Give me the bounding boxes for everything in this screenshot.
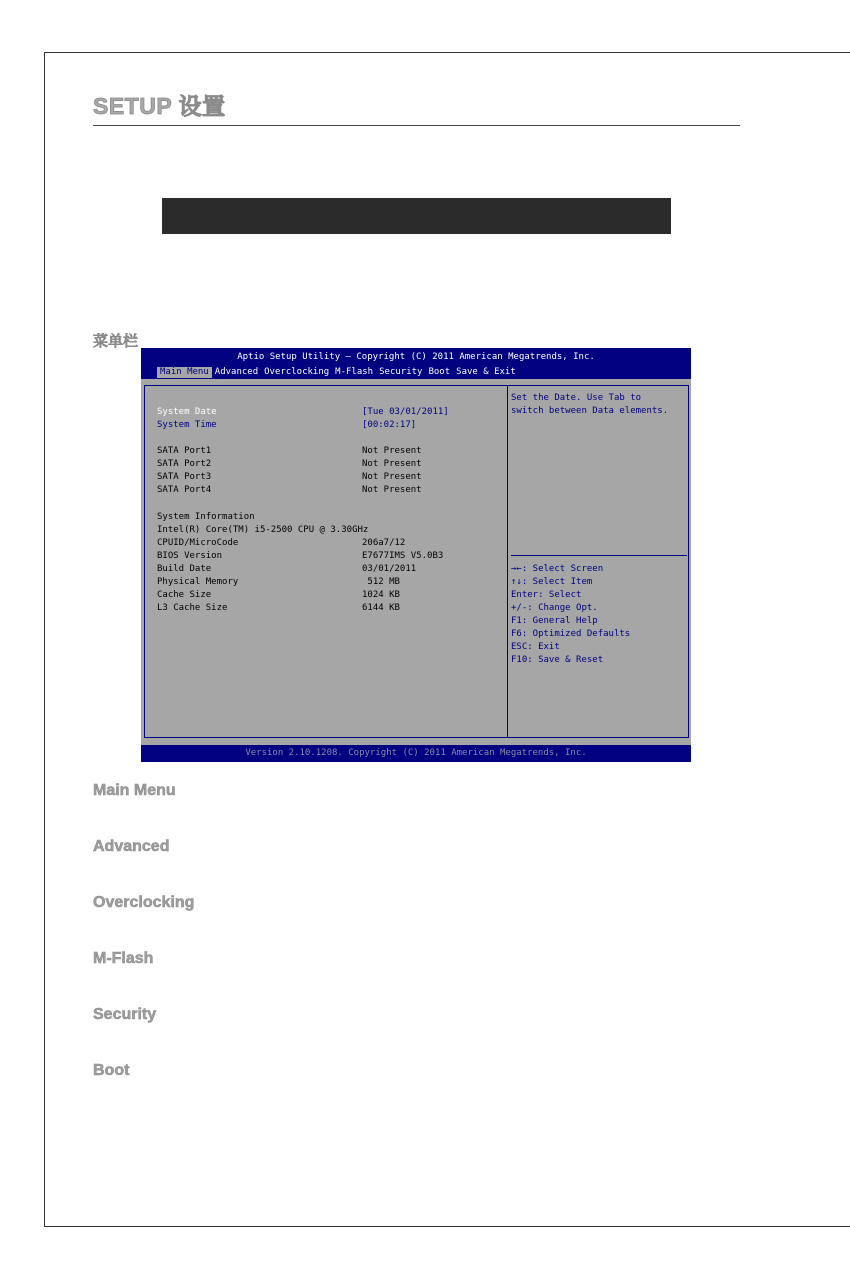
bios-row-label: Physical Memory <box>157 577 239 587</box>
bios-row-sata-port3 <box>157 471 487 483</box>
bios-row-cache-size <box>157 589 487 601</box>
bios-row-value: 03/01/2011 <box>362 564 417 574</box>
bios-tab-m-flash[interactable]: M-Flash <box>335 367 374 377</box>
bios-row-value: Not Present <box>362 485 422 495</box>
dark-banner-bar <box>162 198 671 234</box>
page-frame-left <box>44 52 45 1226</box>
bios-row-label: System Date <box>157 407 217 417</box>
system-time-value[interactable]: [00:02:17] <box>362 420 417 430</box>
bios-row-sata-port1 <box>157 445 487 457</box>
page-frame-top <box>44 52 850 53</box>
bios-row-value: E7677IMS V5.0B3 <box>362 551 444 561</box>
bios-row-sata-port2 <box>157 458 487 470</box>
bios-row-value: Not Present <box>362 472 422 482</box>
bios-tab-overclocking[interactable]: Overclocking <box>264 367 330 377</box>
heading-main-menu: Main Menu <box>93 782 176 799</box>
bios-row-label: Intel(R) Core(TM) i5-2500 CPU @ 3.30GHz <box>157 525 369 535</box>
bios-row-bios-version <box>157 550 487 562</box>
bios-header <box>141 348 691 379</box>
bios-row-label: SATA Port1 <box>157 446 212 456</box>
bios-row-label: BIOS Version <box>157 551 223 561</box>
system-date-value[interactable]: [Tue 03/01/2011] <box>362 407 449 417</box>
bios-tab-main-menu[interactable]: Main Menu <box>157 367 212 378</box>
heading-m-flash: M-Flash <box>93 950 154 967</box>
bios-row-label: SATA Port2 <box>157 459 212 469</box>
bios-tab-bar <box>157 367 519 378</box>
bios-tab-save-exit[interactable]: Save & Exit <box>456 367 516 377</box>
bios-screenshot <box>141 348 691 762</box>
bios-row-label: L3 Cache Size <box>157 603 228 613</box>
bios-row-label: Cache Size <box>157 590 212 600</box>
bios-row-label: System Information <box>157 512 255 522</box>
bios-row-value: 512 MB <box>362 577 400 587</box>
bios-footer-text: Version 2.10.1208. Copyright (C) 2011 American Megatrends, Inc. <box>245 748 587 758</box>
bios-row-label: SATA Port3 <box>157 472 212 482</box>
bios-row-cpu-name <box>157 524 487 536</box>
bios-footer <box>141 745 691 762</box>
bios-key-legend: →←: Select Screen ↑↓: Select Item Enter: Select +/-: Change Opt. F1: General Help F6: Optimized Defaults ESC: Exit F10: Save & Reset <box>511 564 631 665</box>
heading-advanced: Advanced <box>93 838 170 855</box>
section-label-menu-bar: 菜单栏 <box>93 333 139 350</box>
bios-row-label: CPUID/MicroCode <box>157 538 239 548</box>
bios-row-label: Build Date <box>157 564 212 574</box>
bios-row-physical-memory <box>157 576 487 588</box>
bios-title: Aptio Setup Utility – Copyright (C) 2011 American Megatrends, Inc. <box>237 352 595 362</box>
bios-row-system-date[interactable] <box>157 406 487 418</box>
title-rule <box>93 125 740 126</box>
bios-row-build-date <box>157 563 487 575</box>
bios-row-value: 1024 KB <box>362 590 400 600</box>
heading-overclocking: Overclocking <box>93 894 195 911</box>
bios-row-label: SATA Port4 <box>157 485 212 495</box>
page-title: SETUP 设置 <box>93 93 226 119</box>
bios-row-value: Not Present <box>362 446 422 456</box>
bios-tab-security[interactable]: Security <box>379 367 423 377</box>
bios-tab-advanced[interactable]: Advanced <box>214 367 259 377</box>
bios-row-system-time[interactable] <box>157 419 487 431</box>
bios-row-l3-cache-size <box>157 602 487 614</box>
bios-row-value: 206a7/12 <box>362 538 406 548</box>
page-frame-bottom <box>44 1226 850 1227</box>
bios-help-divider <box>511 555 687 556</box>
heading-security: Security <box>93 1006 157 1023</box>
bios-help-description: Set the Date. Use Tab to switch between Data elements. <box>511 393 669 416</box>
bios-row-sata-port4 <box>157 484 487 496</box>
heading-boot: Boot <box>93 1062 130 1079</box>
bios-row-value: 6144 KB <box>362 603 400 613</box>
bios-row-cpuid <box>157 537 487 549</box>
bios-tab-boot[interactable]: Boot <box>428 367 451 377</box>
bios-row-label: System Time <box>157 420 217 430</box>
bios-row-system-information <box>157 511 487 523</box>
bios-row-value: Not Present <box>362 459 422 469</box>
bios-panel-divider <box>507 385 508 738</box>
